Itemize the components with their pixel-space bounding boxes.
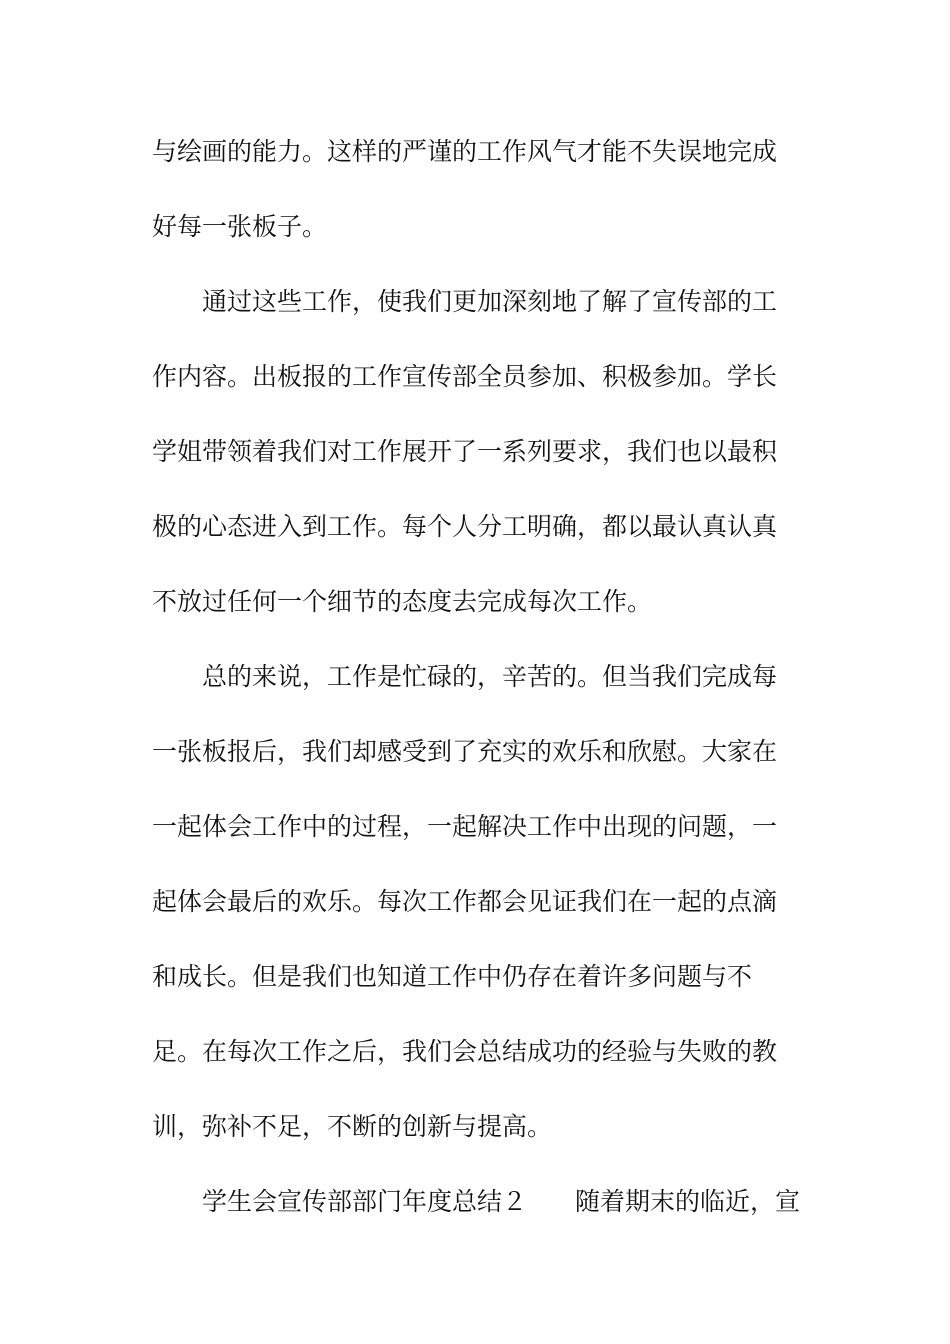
paragraph-line: 好每一张板子。 [152,212,328,241]
paragraph-line: 学姐带领着我们对工作展开了一系列要求，我们也以最积 [152,437,778,466]
paragraph-line: 起体会最后的欢乐。每次工作都会见证我们在一起的点滴 [152,887,778,916]
paragraph-line: 通过这些工作，使我们更加深刻地了解了宣传部的工 [202,287,778,316]
section-heading-line [202,1184,800,1220]
section-start-text: 随着期末的临近，宣 [575,1187,801,1216]
paragraph-line: 作内容。出板报的工作宣传部全员参加、积极参加。学长 [152,362,778,391]
paragraph-line: 与绘画的能力。这样的严谨的工作风气才能不失误地完成 [152,137,778,166]
paragraph-line: 一张板报后，我们却感受到了充实的欢乐和欣慰。大家在 [152,737,778,766]
paragraph-line: 和成长。但是我们也知道工作中仍存在着许多问题与不 [152,962,753,991]
paragraph-line: 极的心态进入到工作。每个人分工明确，都以最认真认真 [152,512,778,541]
paragraph-line: 足。在每次工作之后，我们会总结成功的经验与失败的教 [152,1037,778,1066]
paragraph-line: 一起体会工作中的过程，一起解决工作中出现的问题，一 [152,812,778,841]
paragraph-line: 不放过任何一个细节的态度去完成每次工作。 [152,587,653,616]
paragraph-line: 训，弥补不足，不断的创新与提高。 [152,1112,553,1141]
paragraph-line: 总的来说，工作是忙碌的，辛苦的。但当我们完成每 [202,662,778,691]
section-heading: 学生会宣传部部门年度总结２ [202,1187,528,1216]
